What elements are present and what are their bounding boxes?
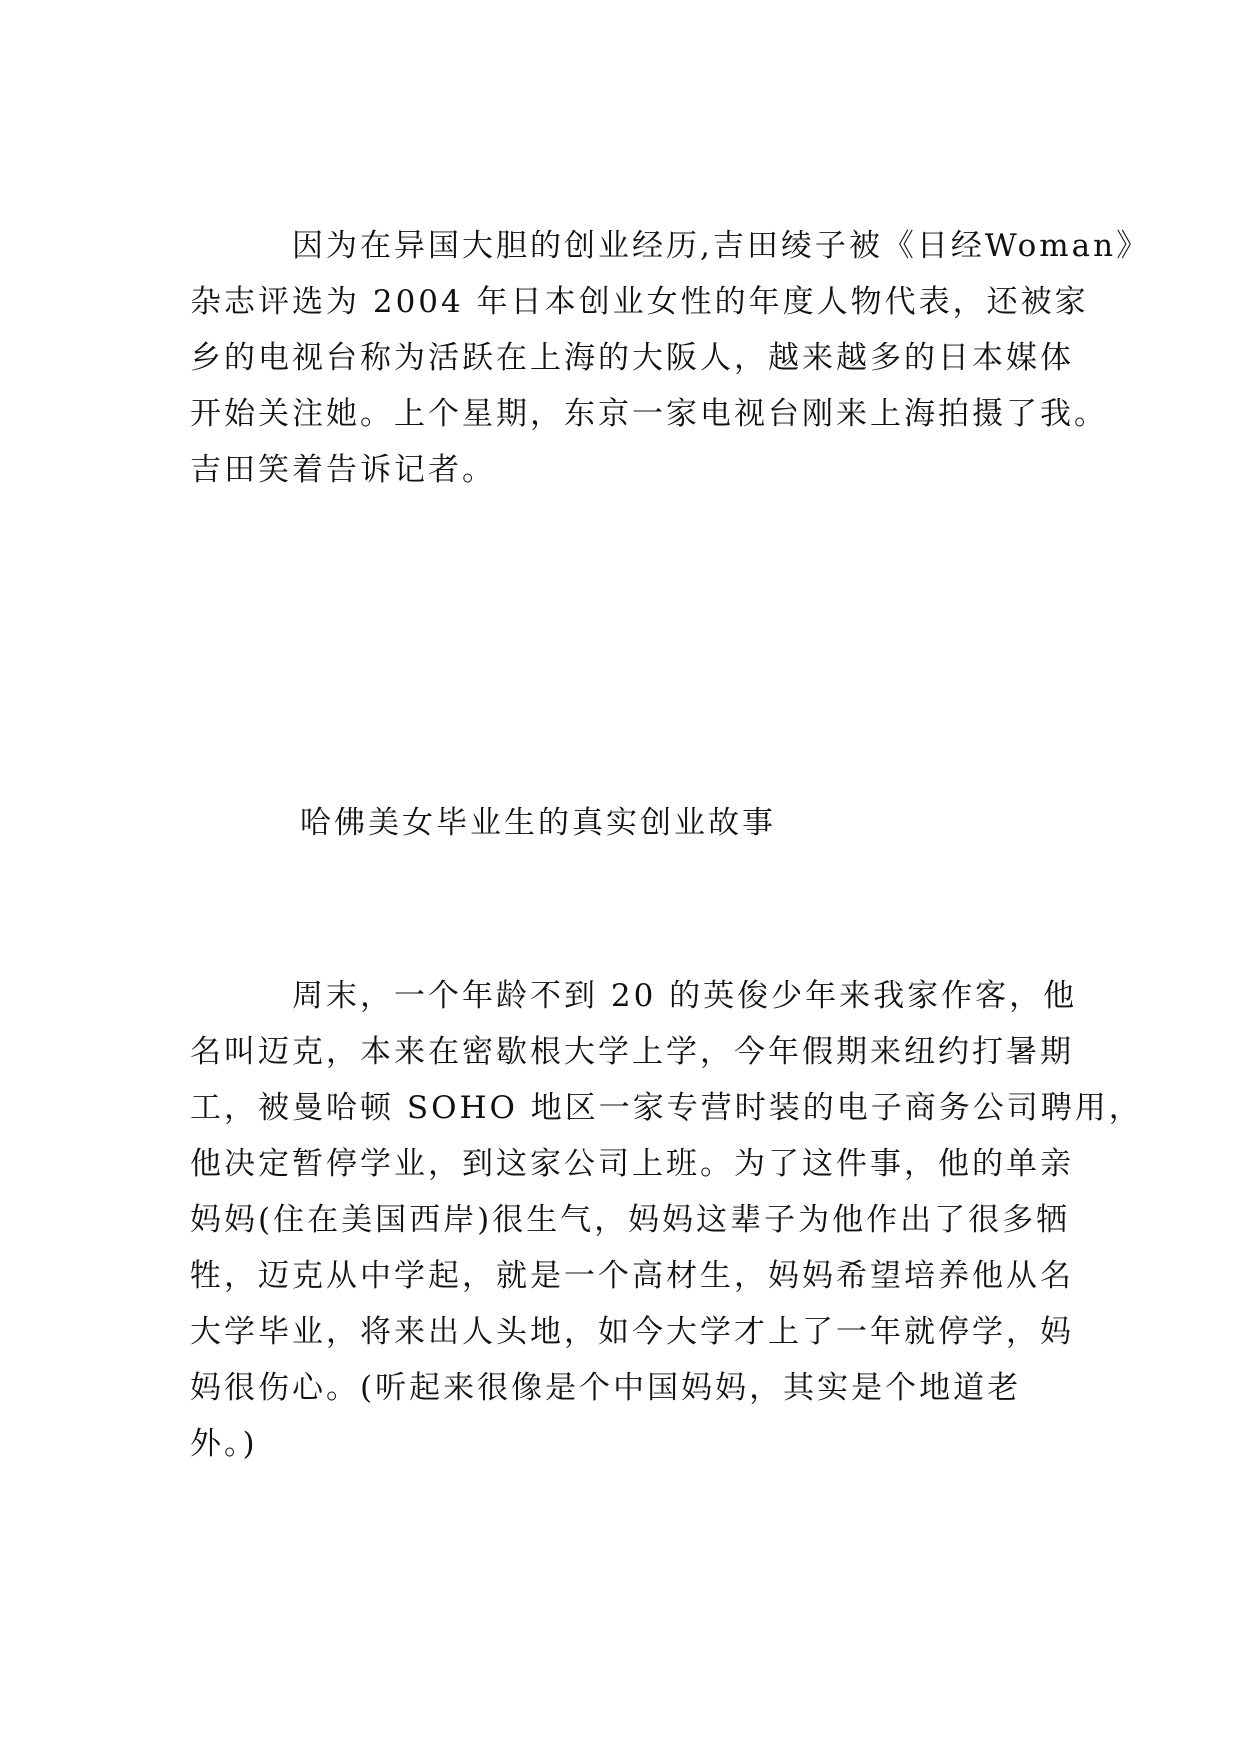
paragraph-line: 妈妈(住在美国西岸)很生气，妈妈这辈子为他作出了很多牺: [190, 1202, 1071, 1238]
paragraph-line: 杂志评选为 2004 年日本创业女性的年度人物代表，还被家: [190, 284, 1089, 320]
paragraph-line: 妈很伤心。(听起来很像是个中国妈妈，其实是个地道老: [190, 1370, 1022, 1406]
paragraph-line: 吉田笑着告诉记者。: [190, 452, 496, 488]
paragraph-mike: [190, 968, 1143, 1472]
paragraph-line: 牲，迈克从中学起，就是一个高材生，妈妈希望培养他从名: [190, 1258, 1074, 1294]
paragraph-line: 乡的电视台称为活跃在上海的大阪人，越来越多的日本媒体: [190, 340, 1074, 376]
paragraph-line: 名叫迈克，本来在密歇根大学上学，今年假期来纽约打暑期: [190, 1034, 1074, 1070]
paragraph-line: 开始关注她。上个星期，东京一家电视台刚来上海拍摄了我。: [190, 396, 1108, 432]
paragraph-line: 周末，一个年龄不到 20 的英俊少年来我家作客，他: [190, 978, 1078, 1014]
paragraph-line: 大学毕业，将来出人头地，如今大学才上了一年就停学，妈: [190, 1314, 1074, 1350]
paragraph-yoshida: [190, 218, 1151, 498]
section-heading: 哈佛美女毕业生的真实创业故事: [300, 805, 776, 841]
paragraph-line: 因为在异国大胆的创业经历,吉田绫子被《日经Woman》: [190, 228, 1151, 264]
paragraph-line: 他决定暂停学业，到这家公司上班。为了这件事，他的单亲: [190, 1146, 1074, 1182]
paragraph-line: 外。): [190, 1426, 258, 1462]
paragraph-line: 工，被曼哈顿 SOHO 地区一家专营时装的电子商务公司聘用，: [190, 1090, 1143, 1126]
